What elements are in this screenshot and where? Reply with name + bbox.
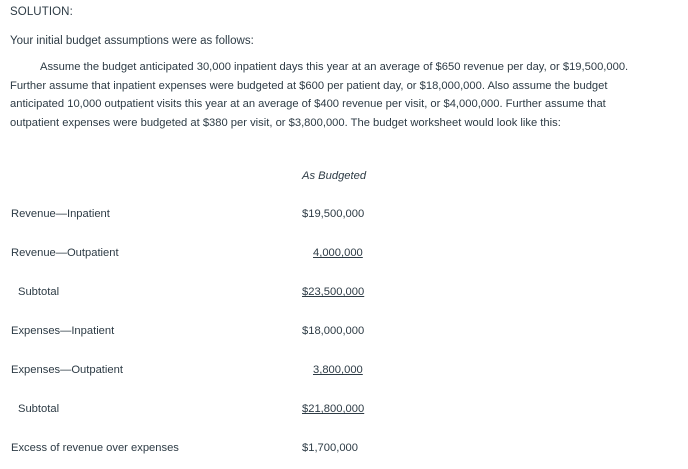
row-amount: 3,800,000 (313, 364, 363, 376)
row-label: Revenue—Outpatient (11, 247, 119, 259)
worksheet-row-expenses-inpatient (0, 325, 688, 341)
intro-text: Your initial budget assumptions were as follows: (10, 35, 254, 47)
row-label: Expenses—Inpatient (11, 325, 115, 337)
assumptions-paragraph: Assume the budget anticipated 30,000 inpatient days this year at an average of $650 revenue per day, or $19,500,000. Further assume that inpatient expenses were budgeted at $600 per patient day, or $18,000,000. Also assume the budget anticipated 10,000 outpatient visits this year at an average of $400 revenue per visit, or $4,000,000. Further assume that outpatient expenses were budgeted at $380 per visit, or $3,800,000. The budget worksheet would look like this: (10, 61, 629, 129)
worksheet-row-revenue-outpatient (0, 247, 688, 263)
worksheet-row-expenses-subtotal (0, 403, 688, 419)
row-amount: $21,800,000 (302, 403, 365, 415)
row-amount: $23,500,000 (302, 286, 365, 298)
column-header-as-budgeted: As Budgeted (302, 170, 367, 182)
row-amount: $1,700,000 (302, 442, 358, 454)
worksheet-row-revenue-inpatient (0, 208, 688, 224)
row-label: Revenue—Inpatient (11, 208, 110, 220)
worksheet-row-expenses-outpatient (0, 364, 688, 380)
worksheet-row-excess-revenue (0, 442, 688, 458)
row-amount: $18,000,000 (302, 325, 365, 337)
row-amount: 4,000,000 (313, 247, 363, 259)
worksheet-row-revenue-subtotal (0, 286, 688, 302)
row-label: Excess of revenue over expenses (11, 442, 179, 454)
row-label: Subtotal (18, 403, 60, 415)
row-amount: $19,500,000 (302, 208, 365, 220)
solution-heading: SOLUTION: (10, 6, 73, 18)
row-label: Expenses—Outpatient (11, 364, 123, 376)
row-label: Subtotal (18, 286, 60, 298)
